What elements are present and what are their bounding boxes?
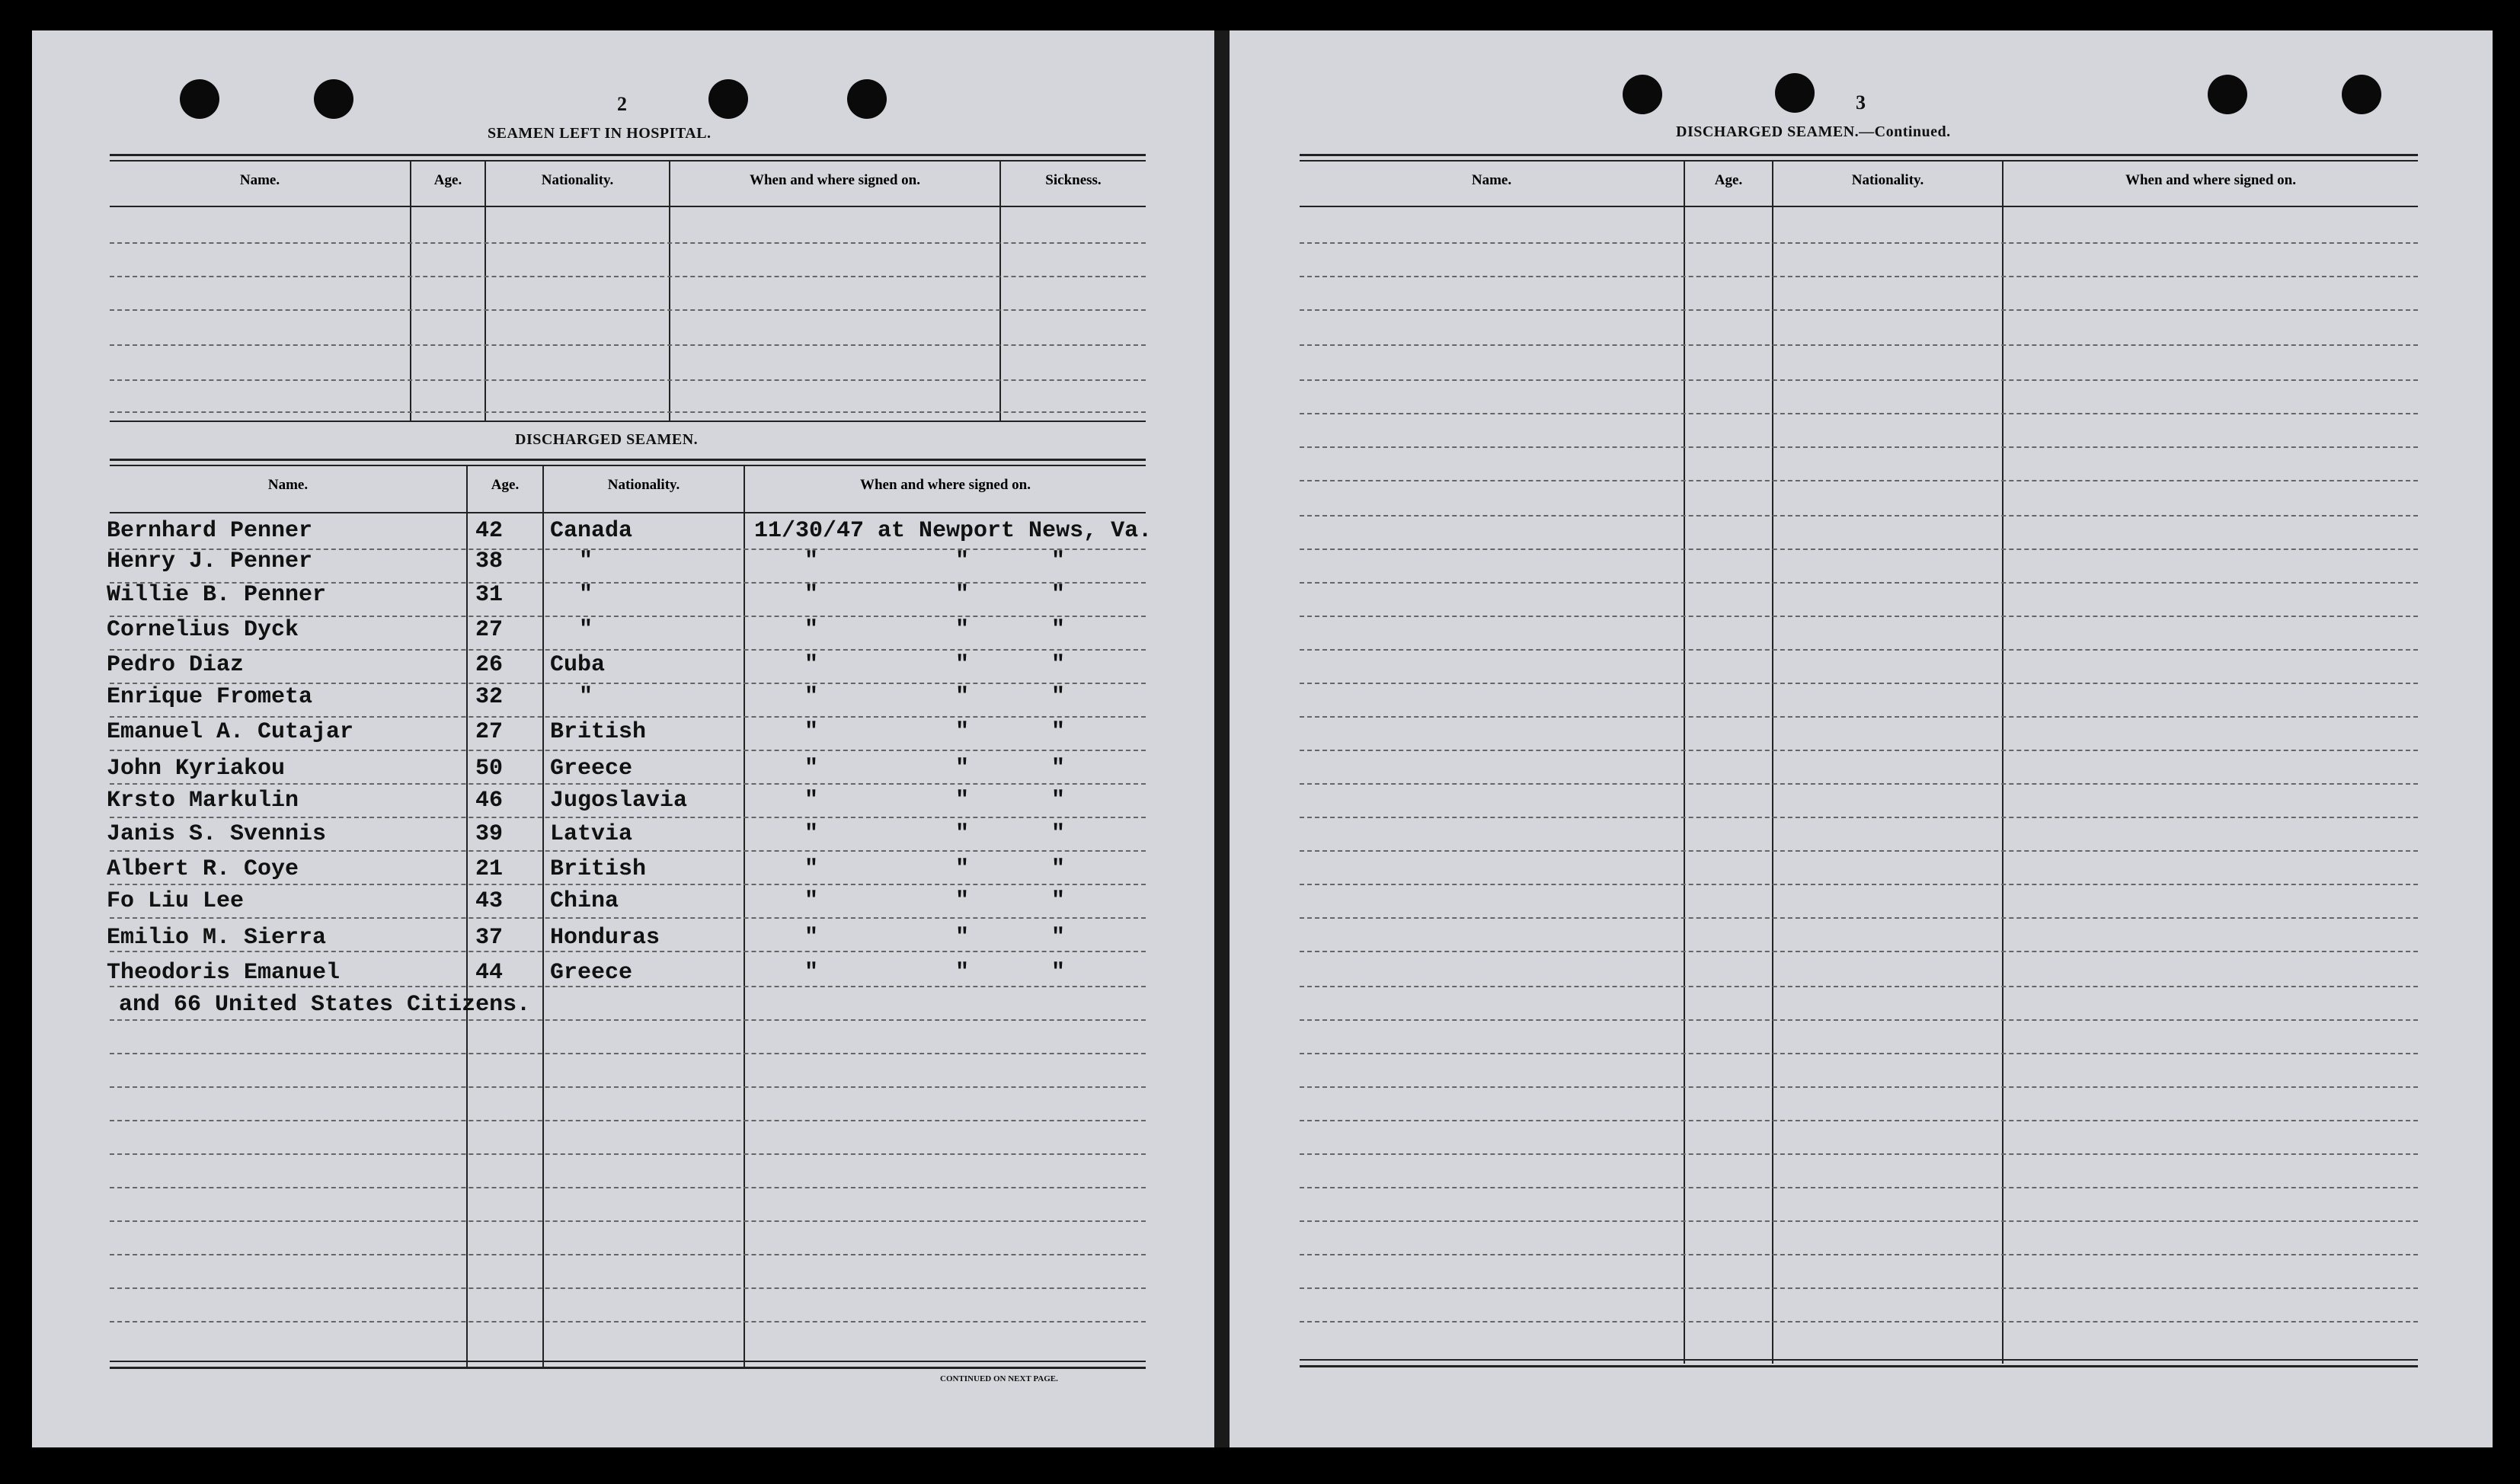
column-header: Age. (1714, 172, 1743, 188)
column-header: Name. (239, 172, 280, 188)
discharged-section-title: DISCHARGED SEAMEN. (515, 431, 699, 448)
seaman-age: 44 (475, 960, 504, 986)
table-row (0, 649, 1219, 680)
seaman-nationality: " (579, 684, 593, 710)
column-divider (1684, 162, 1685, 1364)
rule (1300, 154, 2418, 156)
column-divider (484, 162, 486, 421)
seaman-name: Cornelius Dyck (107, 617, 299, 643)
seaman-nationality: Cuba (550, 652, 606, 678)
rule (110, 459, 1146, 461)
rule (110, 206, 1146, 207)
seaman-name: Emanuel A. Cutajar (107, 719, 354, 745)
table-row (0, 716, 1219, 747)
punch-hole (708, 79, 748, 119)
table-row (0, 545, 1219, 576)
punch-hole (314, 79, 353, 119)
column-header: Nationality. (607, 477, 680, 493)
table-row (0, 579, 1219, 609)
page-number: 2 (617, 93, 627, 115)
signed-on: " " " (804, 582, 1066, 608)
seaman-age: 31 (475, 582, 504, 608)
column-divider (1772, 162, 1773, 1364)
ruled-line (110, 411, 1146, 413)
seaman-name: Krsto Markulin (107, 788, 299, 814)
rule (110, 1361, 1146, 1362)
table-row (0, 614, 1219, 644)
seaman-nationality: Honduras (550, 925, 660, 951)
hospital-section-title: SEAMEN LEFT IN HOSPITAL. (488, 125, 712, 142)
rule (1300, 1365, 2418, 1367)
seaman-name: Albert R. Coye (107, 856, 299, 882)
seaman-nationality: Greece (550, 756, 633, 782)
table-row (0, 818, 1219, 849)
rule (110, 154, 1146, 156)
rule (1300, 160, 2418, 162)
column-header: Sickness. (1045, 172, 1102, 188)
column-header: Age. (491, 477, 520, 493)
rule (1300, 1359, 2418, 1361)
column-header: Nationality. (541, 172, 614, 188)
punch-hole (2208, 75, 2247, 114)
signed-on: " " " (804, 719, 1066, 745)
page-number: 3 (1856, 91, 1866, 114)
seaman-age: 27 (475, 617, 504, 643)
seaman-name: Willie B. Penner (107, 582, 327, 608)
signed-on: " " " (804, 856, 1066, 882)
seaman-age: 32 (475, 684, 504, 710)
column-header: Age. (433, 172, 462, 188)
seaman-nationality: Greece (550, 960, 633, 986)
signed-on: " " " (804, 617, 1066, 643)
column-divider (410, 162, 411, 421)
seaman-name: Fo Liu Lee (107, 888, 245, 914)
column-header: Name. (1471, 172, 1512, 188)
seaman-name: Bernhard Penner (107, 518, 313, 544)
punch-hole (1775, 73, 1815, 113)
continued-section-title: DISCHARGED SEAMEN.—Continued. (1676, 123, 1951, 140)
ruled-line (110, 379, 1146, 381)
punch-hole (180, 79, 219, 119)
signed-on: " " " (804, 549, 1066, 574)
signed-on: " " " (804, 925, 1066, 951)
seaman-nationality: China (550, 888, 619, 914)
rule (110, 465, 1146, 466)
seaman-nationality: British (550, 856, 647, 882)
ruled-line (110, 344, 1146, 346)
seaman-age: 38 (475, 549, 504, 574)
seaman-age: 26 (475, 652, 504, 678)
table-row (0, 885, 1219, 916)
rule (1300, 206, 2418, 207)
table-row (0, 681, 1219, 712)
rule (110, 160, 1146, 162)
ruled-line (110, 309, 1146, 311)
column-header: When and where signed on. (749, 172, 920, 188)
table-row (0, 515, 1219, 545)
table-row (0, 785, 1219, 815)
punch-hole (847, 79, 887, 119)
rule (110, 1367, 1146, 1369)
seaman-age: 27 (475, 719, 504, 745)
seaman-name: Theodoris Emanuel (107, 960, 341, 986)
ruled-line (110, 276, 1146, 277)
rule (110, 512, 1146, 513)
signed-on: 11/30/47 at Newport News, Va. (754, 518, 1153, 544)
seaman-age: 42 (475, 518, 504, 544)
seaman-age: 46 (475, 788, 504, 814)
column-header: Nationality. (1851, 172, 1924, 188)
seaman-name: Emilio M. Sierra (107, 925, 327, 951)
seaman-nationality: " (579, 549, 593, 574)
column-divider (669, 162, 670, 421)
table-row (0, 922, 1219, 952)
continued-note: CONTINUED ON NEXT PAGE. (940, 1374, 1058, 1383)
signed-on: " " " (804, 684, 1066, 710)
seaman-name: John Kyriakou (107, 756, 286, 782)
column-divider (2002, 162, 2004, 1364)
seaman-age: 39 (475, 821, 504, 847)
rule (110, 421, 1146, 422)
column-header: When and where signed on. (859, 477, 1031, 493)
table-row (0, 753, 1219, 783)
summary-text: and 66 United States Citizens. (119, 992, 531, 1018)
summary-row (0, 989, 1219, 1019)
signed-on: " " " (804, 756, 1066, 782)
seaman-name: Janis S. Svennis (107, 821, 327, 847)
seaman-nationality: " (579, 617, 593, 643)
table-row (0, 853, 1219, 884)
seaman-nationality: Latvia (550, 821, 633, 847)
seaman-age: 50 (475, 756, 504, 782)
column-divider (999, 162, 1001, 421)
signed-on: " " " (804, 960, 1066, 986)
seaman-nationality: Jugoslavia (550, 788, 688, 814)
seaman-name: Enrique Frometa (107, 684, 313, 710)
punch-hole (1623, 75, 1662, 114)
signed-on: " " " (804, 821, 1066, 847)
table-row (0, 957, 1219, 987)
column-header: Name. (267, 477, 309, 493)
ruled-line (110, 242, 1146, 244)
seaman-nationality: Canada (550, 518, 633, 544)
seaman-name: Pedro Diaz (107, 652, 245, 678)
punch-hole (2342, 75, 2381, 114)
seaman-nationality: British (550, 719, 647, 745)
seaman-age: 43 (475, 888, 504, 914)
seaman-name: Henry J. Penner (107, 549, 313, 574)
signed-on: " " " (804, 788, 1066, 814)
seaman-age: 37 (475, 925, 504, 951)
seaman-age: 21 (475, 856, 504, 882)
signed-on: " " " (804, 652, 1066, 678)
seaman-nationality: " (579, 582, 593, 608)
signed-on: " " " (804, 888, 1066, 914)
column-header: When and where signed on. (2125, 172, 2296, 188)
